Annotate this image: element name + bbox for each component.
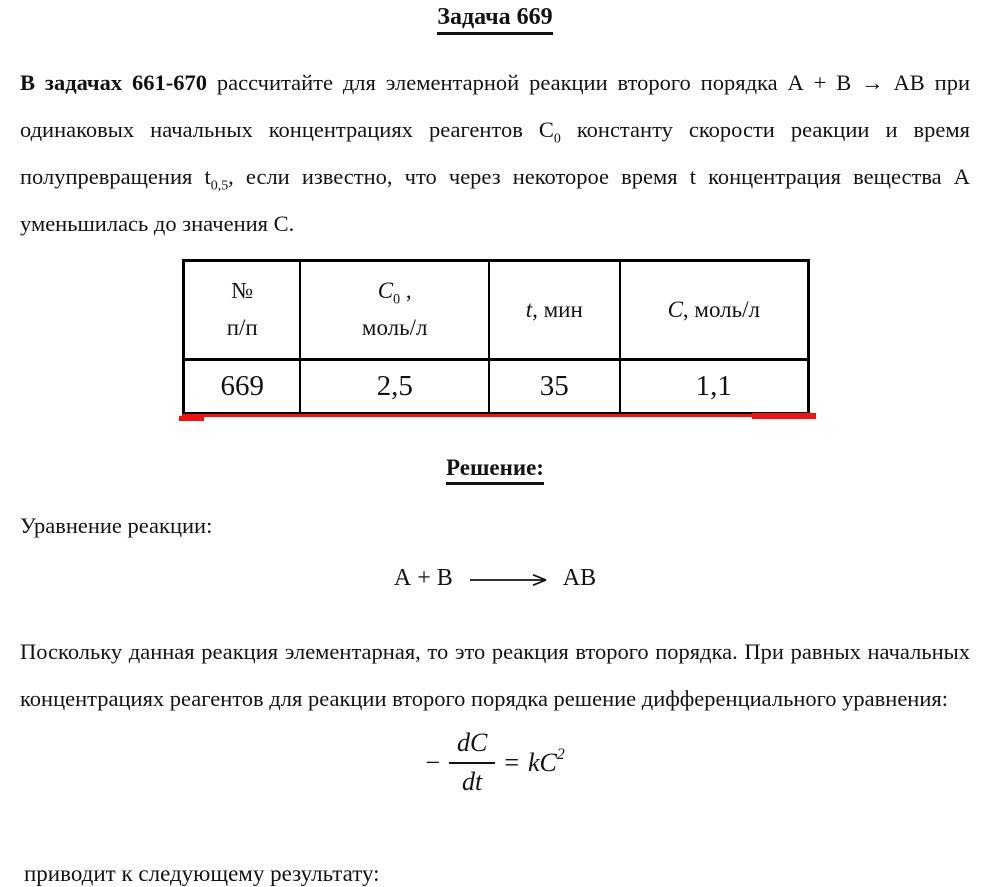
reaction-lhs: А + В [393, 565, 453, 591]
fraction-denominator: dt [462, 767, 483, 796]
rhs-base: kC [528, 747, 557, 777]
cell-c-value: 1,1 [620, 360, 809, 414]
page-title [20, 4, 970, 35]
table-header-row [184, 261, 809, 360]
header-cell-time: t, мин [489, 261, 620, 360]
red-mark-left [179, 416, 204, 421]
solution-heading [20, 455, 970, 485]
fraction-numerator: dC [449, 728, 495, 764]
red-underline-mark [182, 414, 812, 417]
intro-paragraph: В задачах 661-670 рассчитайте для элементарной реакции второго порядка А + В → АВ при одинаковых начальных концентрациях реагентов $С_0$ константу скорости реакции и время полупревращения $t_{0,5}$, если известно, что через некоторое время t концентрация вещества А уменьшилась до значения С. [20, 70, 970, 236]
equation-label: Уравнение реакции: [20, 513, 213, 538]
solution-paragraph: Поскольку данная реакция элементарная, то это реакция второго порядка. При равных начальных концентрациях реагентов для реакции второго порядка решение дифференциального уравнения: [20, 639, 970, 711]
cell-time-value: 35 [489, 360, 620, 414]
page-title-text: Задача 669 [437, 4, 552, 35]
cell-c0-value: 2,5 [300, 360, 488, 414]
clipped-footer-line: приводит к следующему результату: [24, 861, 380, 886]
derivative-fraction [449, 728, 495, 797]
data-table-wrap [182, 259, 810, 415]
minus-sign: − [425, 747, 440, 777]
red-mark-right [752, 413, 816, 419]
rate-equation [20, 728, 970, 797]
header-cell-c0: $C_0$ , моль/л [300, 261, 488, 360]
header-cell-number: № п/п [184, 261, 301, 360]
equals-sign: = [504, 747, 519, 777]
rhs-exponent: 2 [556, 745, 565, 763]
reaction-rhs: АВ [562, 565, 597, 591]
data-table [182, 259, 810, 415]
solution-heading-text: Решение: [446, 455, 544, 485]
header-cell-c: C, моль/л [620, 261, 809, 360]
formula-rhs [528, 745, 565, 778]
table-row [184, 360, 809, 414]
cell-problem-number: 669 [184, 360, 301, 414]
reaction-equation [20, 565, 970, 592]
long-right-arrow-icon [469, 573, 547, 587]
